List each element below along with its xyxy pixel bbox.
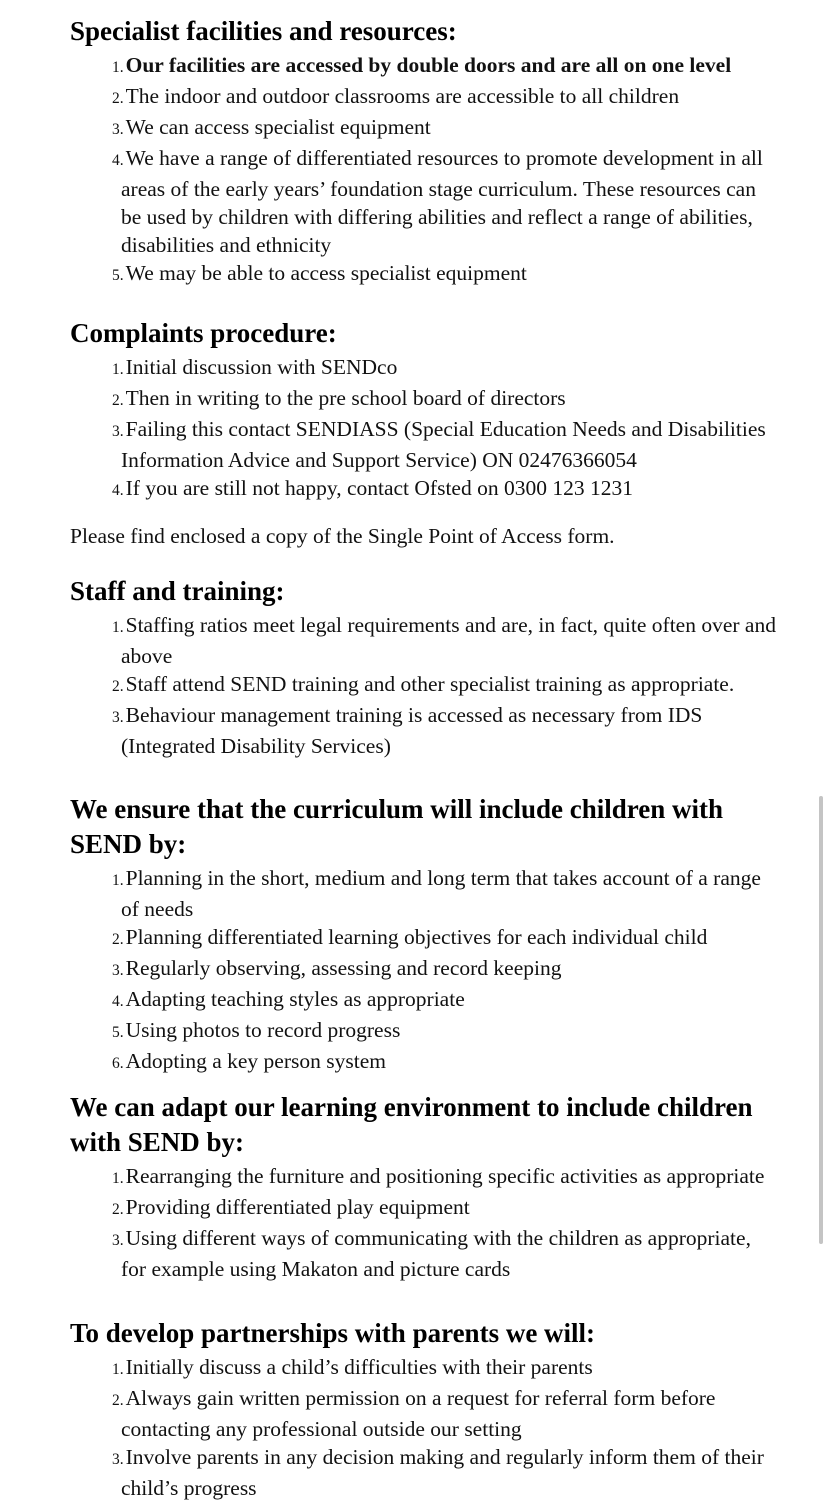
- staff-section: [70, 574, 780, 760]
- list-item: 1.Rearranging the furniture and positioning specific activities as appropriate: [112, 1164, 765, 1188]
- environment-section: [70, 1090, 780, 1283]
- list-item: 1.Staffing ratios meet legal requirements and are, in fact, quite often over and above: [112, 613, 776, 668]
- list-item: 1.Initially discuss a child’s difficulties with their parents: [112, 1355, 593, 1379]
- environment-heading: We can adapt our learning environment to include children with SEND by:: [70, 1092, 753, 1157]
- facilities-section: [70, 14, 780, 290]
- list-item: 1.Initial discussion with SENDco: [112, 355, 398, 379]
- partnerships-list: [70, 1353, 780, 1502]
- curriculum-heading: We ensure that the curriculum will include children with SEND by:: [70, 794, 724, 859]
- list-item: 2.Planning differentiated learning objectives for each individual child: [112, 925, 708, 949]
- environment-list: [70, 1162, 780, 1283]
- partnerships-section: [70, 1316, 780, 1502]
- list-item: 2.Then in writing to the pre school board of directors: [112, 386, 566, 410]
- list-item: 2.Staff attend SEND training and other specialist training as appropriate.: [112, 672, 735, 696]
- list-item: 2.Always gain written permission on a request for referral form before contacting any professional outside our setting: [112, 1386, 716, 1441]
- list-item: 3.Involve parents in any decision making and regularly inform them of their child’s progress: [112, 1445, 764, 1500]
- complaints-list: [70, 353, 780, 505]
- list-item: 3.Using different ways of communicating with the children as appropriate, for example using Makaton and picture cards: [112, 1226, 751, 1281]
- list-item: 1.Planning in the short, medium and long term that takes account of a range of needs: [112, 866, 761, 921]
- list-item: 4.If you are still not happy, contact Ofsted on 0300 123 1231: [112, 476, 633, 500]
- complaints-heading: Complaints procedure:: [70, 318, 337, 348]
- staff-heading: Staff and training:: [70, 576, 285, 606]
- list-item: 5.Using photos to record progress: [112, 1018, 401, 1042]
- complaints-section: [70, 316, 780, 550]
- staff-list: [70, 611, 780, 760]
- vertical-scrollbar[interactable]: [819, 796, 823, 1244]
- list-item: 4.Adapting teaching styles as appropriate: [112, 987, 465, 1011]
- list-item: 5.We may be able to access specialist equipment: [112, 261, 527, 285]
- list-item: 2.Providing differentiated play equipment: [112, 1195, 470, 1219]
- enclosed-form-note: Please find enclosed a copy of the Single Point of Access form.: [70, 524, 615, 548]
- list-item: 6.Adopting a key person system: [112, 1049, 386, 1073]
- list-item: 3.We can access specialist equipment: [112, 115, 431, 139]
- partnerships-heading: To develop partnerships with parents we will:: [70, 1318, 596, 1348]
- list-item: 2.The indoor and outdoor classrooms are accessible to all children: [112, 84, 680, 108]
- list-item: 3.Regularly observing, assessing and record keeping: [112, 956, 562, 980]
- facilities-list: [70, 51, 780, 290]
- facilities-heading: Specialist facilities and resources:: [70, 16, 457, 46]
- list-item: 4.We have a range of differentiated resources to promote development in all areas of the early years’ foundation stage curriculum. These resources can be used by children with differing abilities and reflect a range of abilities, disabilities and ethnicity: [112, 146, 763, 257]
- curriculum-section: [70, 792, 780, 1078]
- list-item: 3.Behaviour management training is accessed as necessary from IDS (Integrated Disability Services): [112, 703, 703, 758]
- list-item: 1.Our facilities are accessed by double doors and are all on one level: [112, 53, 732, 77]
- list-item: 3.Failing this contact SENDIASS (Special Education Needs and Disabilities Information Advice and Support Service) ON 02476366054: [112, 417, 766, 472]
- curriculum-list: [70, 864, 780, 1078]
